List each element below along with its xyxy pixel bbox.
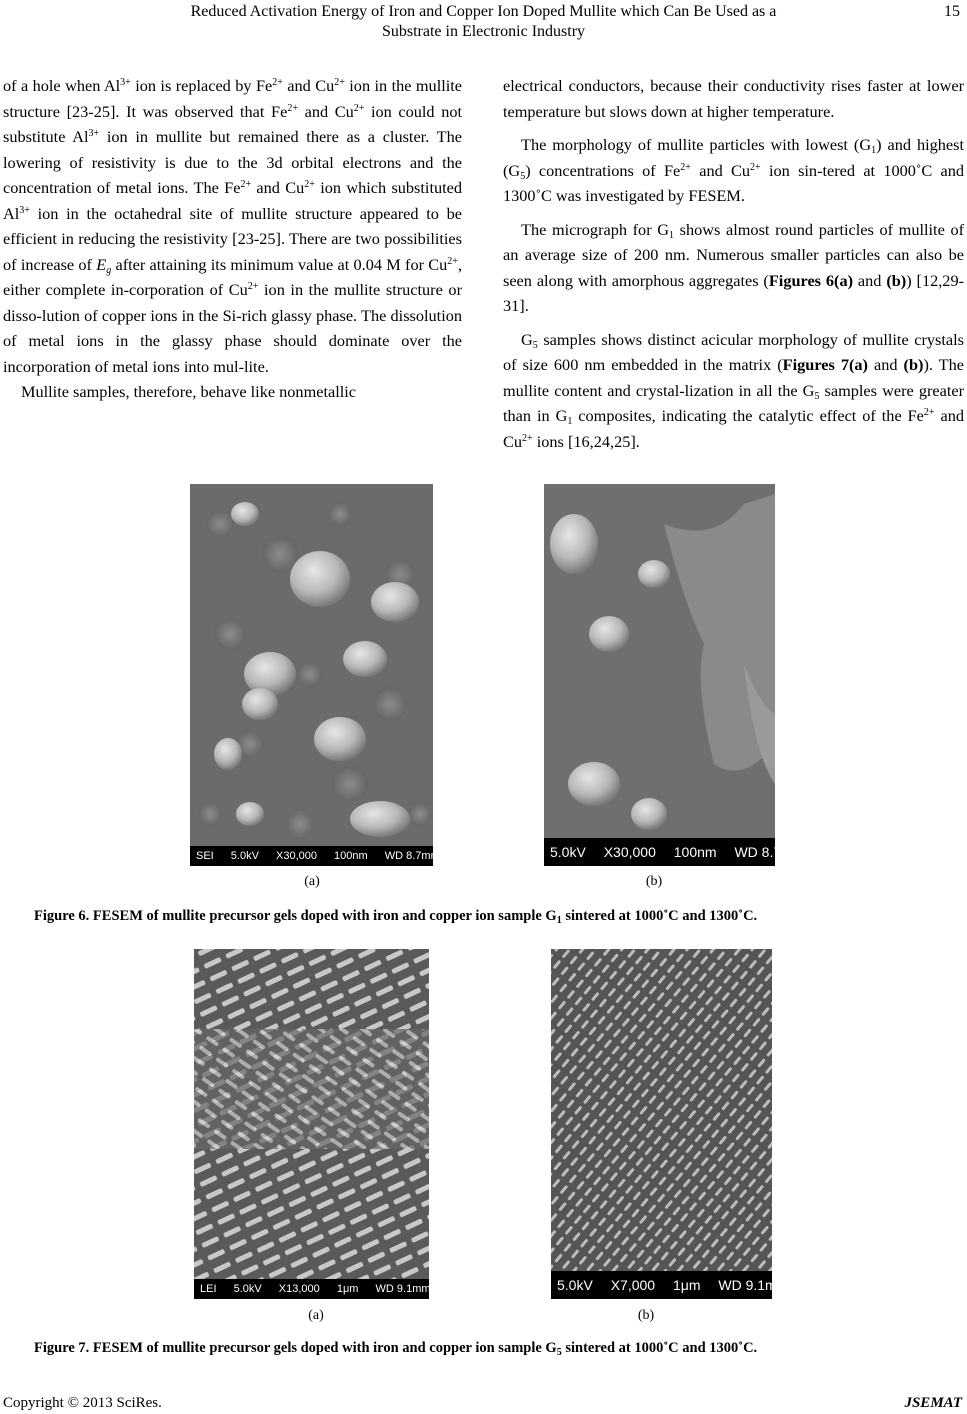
sem-info-bar [544, 838, 805, 866]
sem-texture [190, 484, 433, 866]
sem-scale-label: 1μm [336, 1283, 359, 1295]
sem-info-bar [190, 846, 440, 866]
sem-texture [544, 484, 775, 866]
header-title-line-2: Substrate in Electronic Industry [381, 23, 586, 40]
figure-6-caption [34, 907, 757, 925]
paragraph: The micrograph for $G_1$ shows almost round particles of mullite of an average size of 200 nm. Numerous smaller particles can also be seen along with amorphous aggregates (Figures 6(a) and (b)) [12,29-31]. [503, 219, 965, 315]
caption-tail: sintered at 1000˚C and 1300˚C. [561, 908, 758, 924]
sem-texture [551, 949, 772, 1299]
sem-scale-label: 100nm [334, 850, 368, 862]
sem-working-distance: WD 9.1mm [375, 1283, 431, 1295]
sem-magnification: X30,000 [276, 850, 317, 862]
sem-working-distance: WD 8.7mm [384, 850, 440, 862]
running-header [110, 2, 857, 42]
figure-6a-label: (a) [304, 874, 320, 889]
page-number: 15 [944, 3, 960, 20]
paragraph: electrical conductors, because their conductivity rises faster at lower temperature but slows down at higher temperature. [503, 76, 964, 121]
sem-scale-label: 1μm [672, 1277, 701, 1293]
sem-detector: LEI [200, 1283, 217, 1295]
figure-6b-micrograph [544, 484, 805, 866]
sem-scale-label: 100nm [673, 844, 717, 860]
figure-7b-micrograph [551, 949, 789, 1299]
figure-7b-label: (b) [637, 1308, 655, 1323]
journal-name: JSEMAT [904, 1395, 962, 1411]
sem-voltage: 5.0kV [557, 1277, 593, 1293]
paragraph: Mullite samples, therefore, behave like nonmetallic [21, 382, 357, 401]
caption-text: Figure 6. FESEM of mullite precursor gels doped with iron and copper ion sample G [34, 908, 557, 924]
sem-detector: SEI [196, 850, 214, 862]
sem-texture [194, 949, 429, 1299]
paragraph: of a hole when $Al^{3+}$ ion is replaced by $Fe^{2+}$ and $Cu^{2+}$ ion in the mullite structure [23-25]. It was observed that $Fe^{2+}$ and $Cu^{2+}$ ion could not substitute $Al^{3+}$ ion in mullite but remained there as a cluster. The lowering of resistivity is due to the 3d orbital electrons and the concentration of metal ions. The $Fe^{2+}$ and $Cu^{2+}$ ion which substituted $Al^{3+}$ ion in the octahedral site of mullite structure appeared to be efficient in reducing the resistivity [23-25]. There are two possibilities of increase of $E_g$ after attaining its minimum value at 0.04 M for $Cu^{2+}$, either complete in-corporation of $Cu^{2+}$ ion in the mullite structure or disso-lution of copper ions in the Si-rich glassy phase. The dissolution of metal ions in the glassy phase should dominate over the incorporation of metal ions into mul-lite. [3, 76, 463, 376]
paragraph: The morphology of mullite particles with lowest $(G_1)$ and highest $(G_5)$ concentrations of $Fe^{2+}$ and $Cu^{2+}$ ion sin-tered at 1000˚C and 1300˚C was investigated by FESEM. [503, 135, 965, 205]
sem-info-bar [551, 1271, 789, 1299]
header-title-line-1: Reduced Activation Energy of Iron and Copper Ion Doped Mullite which Can Be Used as a [190, 3, 777, 20]
caption-text: Figure 7. FESEM of mullite precursor gels doped with iron and copper ion sample G [34, 1340, 557, 1356]
sem-info-bar [194, 1279, 429, 1299]
figure-6b-label: (b) [645, 874, 663, 889]
right-column [503, 73, 964, 454]
figure-6a-micrograph [190, 484, 440, 866]
left-column [3, 73, 462, 405]
sem-voltage: 5.0kV [230, 850, 259, 862]
sem-magnification: X13,000 [278, 1283, 320, 1295]
sem-magnification: X7,000 [610, 1277, 656, 1293]
caption-subscript: 5 [556, 1347, 562, 1358]
sem-voltage: 5.0kV [550, 844, 586, 860]
copyright-footer: Copyright © 2013 SciRes. [3, 1395, 162, 1411]
sem-voltage: 5.0kV [233, 1283, 262, 1295]
figure-7-caption [34, 1339, 757, 1357]
caption-tail: sintered at 1000˚C and 1300˚C. [561, 1340, 758, 1356]
sem-working-distance: WD 9.1mm [718, 1277, 789, 1293]
figure-7a-label: (a) [308, 1308, 324, 1323]
caption-subscript: 1 [556, 915, 562, 926]
sem-magnification: X30,000 [603, 844, 656, 860]
sem-working-distance: WD 8.7mm [734, 844, 805, 860]
figure-7a-micrograph [194, 949, 429, 1299]
paragraph: $G_5$ samples shows distinct acicular morphology of mullite crystals of size 600 nm embedded in the matrix (Figures 7(a) and (b)). The mullite content and crystal-lization in all the $G_5$ samples were greater than in $G_1$ composites, indicating the catalytic effect of the $Fe^{2+}$ and $Cu^{2+}$ ions [16,24,25]. [503, 329, 965, 451]
